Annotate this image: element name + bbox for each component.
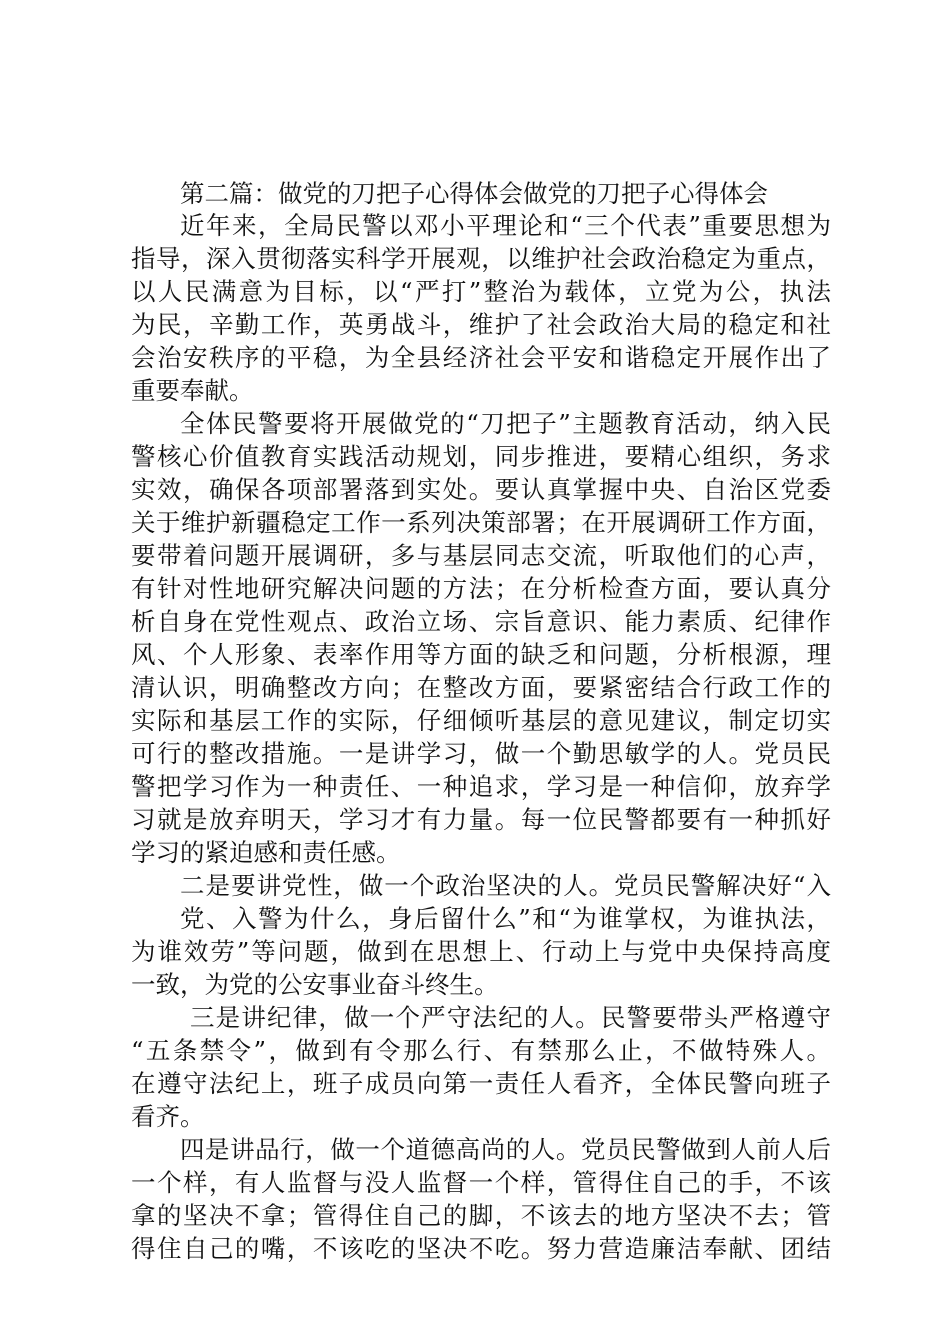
paragraph-line: 清认识，明确整改方向；在整改方面，要紧密结合行政工作的: [131, 673, 831, 702]
paragraph-line: “五条禁令”，做到有令那么行、有禁那么止，不做特殊人。: [131, 1036, 831, 1065]
paragraph-line: 拿的坚决不拿；管得住自己的脚，不该去的地方坚决不去；管: [131, 1201, 831, 1230]
paragraph-line: 看齐。: [131, 1102, 205, 1131]
paragraph-line: 一致，为党的公安事业奋斗终生。: [131, 970, 499, 999]
paragraph-line: 警把学习作为一种责任、一种追求，学习是一种信仰，放弃学: [131, 772, 831, 801]
paragraph-line: 以人民满意为目标，以“严打”整治为载体，立党为公，执法: [131, 277, 831, 306]
paragraph-line: 二是要讲党性，做一个政治坚决的人。党员民警解决好“入: [180, 871, 831, 900]
paragraph-line: 实效，确保各项部署落到实处。要认真掌握中央、自治区党委: [131, 475, 831, 504]
paragraph-line: 为谁效劳”等问题，做到在思想上、行动上与党中央保持高度: [131, 937, 831, 966]
document-title: 第二篇：做党的刀把子心得体会做党的刀把子心得体会: [180, 179, 768, 208]
paragraph-line: 关于维护新疆稳定工作一系列决策部署；在开展调研工作方面，: [131, 508, 831, 537]
paragraph-line: 可行的整改措施。一是讲学习，做一个勤思敏学的人。党员民: [131, 739, 831, 768]
paragraph-line: 实际和基层工作的实际，仔细倾听基层的意见建议，制定切实: [131, 706, 831, 735]
paragraph-line: 党、入警为什么，身后留什么”和“为谁掌权，为谁执法，: [180, 904, 831, 933]
paragraph-line: 为民，辛勤工作，英勇战斗，维护了社会政治大局的稳定和社: [131, 310, 831, 339]
paragraph-line: 会治安秩序的平稳，为全县经济社会平安和谐稳定开展作出了: [131, 343, 831, 372]
paragraph-line: 三是讲纪律，做一个严守法纪的人。民警要带头严格遵守: [190, 1003, 831, 1032]
paragraph-line: 警核心价值教育实践活动规划，同步推进，要精心组织，务求: [131, 442, 831, 471]
paragraph-line: 有针对性地研究解决问题的方法；在分析检查方面，要认真分: [131, 574, 831, 603]
paragraph-line: 近年来，全局民警以邓小平理论和“三个代表”重要思想为: [180, 211, 831, 240]
paragraph-line: 指导，深入贯彻落实科学开展观，以维护社会政治稳定为重点，: [131, 244, 831, 273]
paragraph-line: 习就是放弃明天，学习才有力量。每一位民警都要有一种抓好: [131, 805, 831, 834]
paragraph-line: 四是讲品行，做一个道德高尚的人。党员民警做到人前人后: [180, 1135, 831, 1164]
paragraph-line: 析自身在党性观点、政治立场、宗旨意识、能力素质、纪律作: [131, 607, 831, 636]
paragraph-line: 在遵守法纪上，班子成员向第一责任人看齐，全体民警向班子: [131, 1069, 831, 1098]
paragraph-line: 风、个人形象、表率作用等方面的缺乏和问题，分析根源，理: [131, 640, 831, 669]
paragraph-line: 得住自己的嘴，不该吃的坚决不吃。努力营造廉洁奉献、团结: [131, 1234, 831, 1263]
paragraph-line: 重要奉献。: [131, 376, 254, 405]
paragraph-line: 学习的紧迫感和责任感。: [131, 838, 401, 867]
paragraph-line: 一个样，有人监督与没人监督一个样，管得住自己的手，不该: [131, 1168, 831, 1197]
paragraph-line: 要带着问题开展调研，多与基层同志交流，听取他们的心声，: [131, 541, 831, 570]
paragraph-line: 全体民警要将开展做党的“刀把子”主题教育活动，纳入民: [180, 409, 831, 438]
